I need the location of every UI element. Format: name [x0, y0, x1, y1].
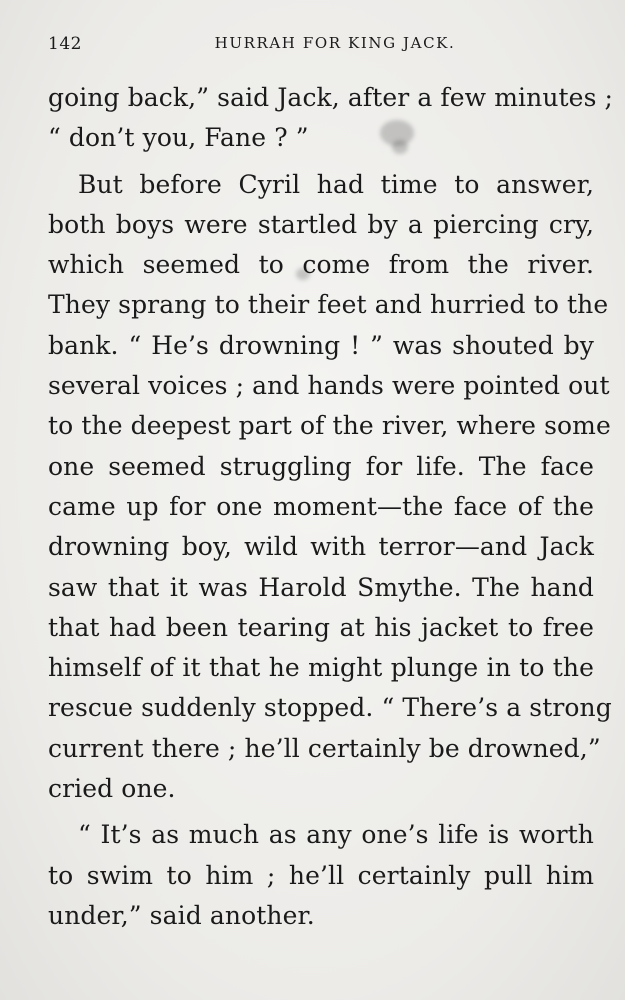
text-line: which seemed to come from the river.: [48, 250, 594, 280]
page-header: [48, 34, 592, 58]
text-line: current there ; he’ll certainly be drowned,”: [48, 733, 601, 763]
text-line: saw that it was Harold Smythe. The hand: [48, 572, 594, 602]
running-title: HURRAH FOR KING JACK.: [214, 34, 456, 52]
text-line: cried one.: [48, 774, 176, 804]
text-line: several voices ; and hands were pointed out: [48, 371, 610, 401]
text-line: They sprang to their feet and hurried to the: [48, 290, 609, 320]
text-line: came up for one moment—the face of the: [48, 491, 594, 521]
text-line: “ It’s as much as any one’s life is worth: [78, 820, 594, 850]
text-line: rescue suddenly stopped. “ There’s a strong: [48, 693, 612, 723]
text-line: to swim to him ; he’ll certainly pull him: [48, 860, 594, 890]
text-line: But before Cyril had time to answer,: [78, 169, 594, 199]
page-number: 142: [48, 34, 82, 54]
text-line: one seemed struggling for life. The face: [48, 451, 594, 481]
text-line: himself of it that he might plunge in to the: [48, 653, 594, 683]
text-line: bank. “ He’s drowning ! ” was shouted by: [48, 330, 594, 360]
text-line: to the deepest part of the river, where some: [48, 411, 611, 441]
text-line: both boys were startled by a piercing cry,: [48, 209, 594, 239]
text-line: that had been tearing at his jacket to free: [48, 612, 594, 642]
text-line: “ don’t you, Fane ? ”: [48, 123, 309, 153]
body-text: [48, 78, 614, 936]
text-line: drowning boy, wild with terror—and Jack: [48, 532, 594, 562]
text-line: going back,” said Jack, after a few minutes ;: [48, 83, 614, 112]
text-line: under,” said another.: [48, 900, 315, 930]
